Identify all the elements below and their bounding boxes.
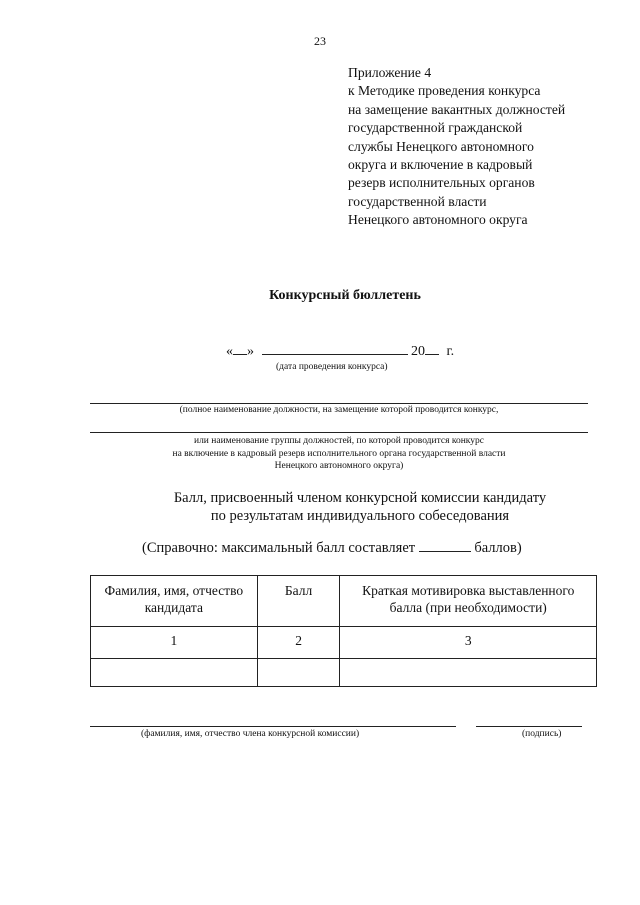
header-score bbox=[257, 576, 340, 627]
appendix-line: резерв исполнительных органов bbox=[348, 175, 535, 191]
quote-close: » bbox=[247, 344, 254, 359]
appendix-line: службы Ненецкого автономного bbox=[348, 138, 534, 154]
year-suffix: г. bbox=[446, 344, 455, 359]
score-heading-line: по результатам индивидуального собеседования bbox=[210, 508, 510, 524]
date-field bbox=[226, 343, 454, 360]
score-heading-line: Балл, присвоенный членом конкурсной комиссии кандидату bbox=[173, 490, 547, 506]
month-blank bbox=[262, 343, 408, 355]
header-motivation bbox=[340, 576, 597, 627]
header-text: балла (при необходимости) bbox=[389, 600, 547, 615]
score-table bbox=[90, 575, 597, 687]
appendix-line: к Методике проведения конкурса bbox=[348, 83, 541, 99]
year-blank bbox=[425, 343, 439, 355]
document-title: Конкурсный бюллетень bbox=[269, 288, 421, 303]
member-name-line bbox=[90, 726, 456, 727]
signature-caption: (подпись) bbox=[522, 729, 562, 739]
appendix-line: государственной власти bbox=[348, 193, 487, 209]
header-candidate-name bbox=[91, 576, 258, 627]
group-caption-line: Ненецкого автономного округа) bbox=[274, 461, 404, 471]
position-line bbox=[90, 403, 588, 404]
column-number: 2 bbox=[257, 627, 340, 659]
page-number: 23 bbox=[314, 34, 326, 48]
table-cell[interactable] bbox=[91, 659, 258, 687]
appendix-header bbox=[348, 64, 565, 230]
year-prefix: 20 bbox=[411, 344, 425, 359]
quote-open: « bbox=[226, 344, 233, 359]
header-text: кандидата bbox=[144, 600, 203, 615]
appendix-line: на замещение вакантных должностей bbox=[348, 101, 566, 117]
max-score-reference bbox=[142, 540, 522, 557]
member-name-caption: (фамилия, имя, отчество члена конкурсной комиссии) bbox=[141, 729, 360, 739]
table-cell[interactable] bbox=[340, 659, 597, 687]
appendix-line: государственной гражданской bbox=[348, 120, 523, 136]
signature-line bbox=[476, 726, 582, 727]
table-row bbox=[91, 659, 597, 687]
appendix-line: Приложение 4 bbox=[348, 65, 432, 80]
reference-suffix: баллов) bbox=[474, 540, 522, 556]
max-score-blank bbox=[419, 540, 471, 552]
column-number: 1 bbox=[91, 627, 258, 659]
reference-text: (Справочно: максимальный балл составляет bbox=[142, 540, 416, 556]
appendix-line: Ненецкого автономного округа bbox=[348, 212, 528, 228]
appendix-line: округа и включение в кадровый bbox=[348, 157, 533, 173]
table-header-row bbox=[91, 576, 597, 627]
group-line bbox=[90, 432, 588, 433]
score-heading bbox=[0, 489, 640, 525]
column-number: 3 bbox=[340, 627, 597, 659]
group-caption-line: или наименование группы должностей, по которой проводится конкурс bbox=[193, 436, 484, 446]
header-text: Краткая мотивировка выставленного bbox=[362, 583, 575, 598]
date-caption: (дата проведения конкурса) bbox=[276, 362, 388, 372]
table-cell[interactable] bbox=[257, 659, 340, 687]
group-caption bbox=[90, 435, 588, 473]
group-caption-line: на включение в кадровый резерв исполнительного органа государственной власти bbox=[172, 448, 506, 459]
header-text: Фамилия, имя, отчество bbox=[104, 583, 244, 598]
header-text: Балл bbox=[284, 583, 313, 598]
column-number-row bbox=[91, 627, 597, 659]
day-blank bbox=[233, 343, 247, 355]
position-caption: (полное наименование должности, на замещение которой проводится конкурс, bbox=[179, 405, 499, 415]
